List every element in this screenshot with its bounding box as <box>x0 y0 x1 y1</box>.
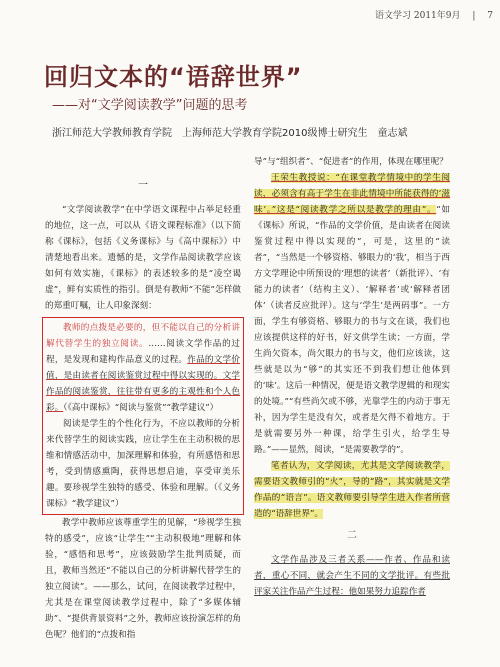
header-divider: | <box>463 11 485 21</box>
highlighted-text: 笔者认为，文学阅读，尤其是文学阅读教学，需要语文教师引的“火”，导的“路”，其实就是文学作品的“语言”。语文教师要引导学生进入作者所营造的“语辞世界”。 <box>254 461 450 519</box>
paragraph: “文学阅读教学”在中学语文课程中占举足轻重的地位，这一点，可以从《语文课程标准》（以下简称《课标》，包括《义务课标》与《高中课标》）中清楚地看出来。遗憾的是，文学作品阅读教学应该如何有效实施，《课标》的表述较多的是“凌空谒虚”，鲜有实质性的指引。倒是有教师“不能”怎样做的郑重叮嘱，让人印象深刻： <box>45 205 241 311</box>
page-header <box>375 8 493 21</box>
article-authors: 浙江师范大学教师教育学院 上海师范大学教育学院2010级博士研究生 童志斌 <box>52 128 408 139</box>
left-column <box>45 172 241 643</box>
highlighted-quote: 教师的点拨是必要的，但不能以自己的分析讲解代替学生的独立阅读。 <box>46 323 240 349</box>
page-number: 7 <box>487 11 494 21</box>
underlined-quote: 作品的文学价值，是由读者在阅读鉴赏过程中得以实现的。文学作品的阅读鉴赏，往往带有更多的主观性和个人色彩。 <box>46 355 240 413</box>
paragraph: 导”与“组织者”、“促进者”的作用，体现在哪里呢？ <box>254 157 448 167</box>
highlighted-text: 王荣生教授说：“在课堂教学情境中的学生阅读，必须含有高于学生在非此情境中所能获得的‘滋味’。”这是“阅读教学之所以是教学的理由”。 <box>254 173 450 215</box>
paragraph: 文学作品涉及三者关系——作者、作品和读者，重心不同，就会产生不同的文学批评。有些批评家关注作品产生过程：他如果努力追踪作者 <box>254 555 450 597</box>
paragraph: 教学中教师应该尊重学生的见解，“珍视学生独特的感受”，应该“让学生”“主动积极地”理解和体验，“感悟和思考”，应该鼓励学生批判质疑，而且，教师当然还“不能以自己的分析讲解代替学生的独立阅读”。——那么，试问，在阅读教学过程中，尤其是在课堂阅读教学过程中，除了“多媒体辅助”、“提供背景资料”之外，教师应该扮演怎样的角色呢？他们的“点拨和指 <box>45 518 241 640</box>
paragraph: 王荣生教授说：“在课堂教学情境中的学生阅读，必须含有高于学生在非此情境中所能获得的‘滋味’。”这是“阅读教学之所以是教学的理由”。“如《课标》所说，“作品的文学价值，是由读者在阅读鉴赏过程中得以实现的”，可是，这里的“读者”，“当然是一个够资格、够眼力的‘我’，相当于西方文学理论中所预设的‘理想的读者’（新批评）、‘有能力的读者’（结构主义）、‘解释者’或‘解释者团体’（读者反应批评）。这与‘学生’是两码事”。一方面，学生有够资格、够眼力的书与文在谈，我们也应该提供这样的好书，好文供学生读；一方面，学生尚欠资本，尚欠眼力的书与文，他们应该读，这些就是以为“够”的其实还不到我们想让他体到的‘味’。这后一种情况，便是语文教学逻辑的和现实的处境。”“有些尚欠或不够，光靠学生的内动于事无补，因为学生是没有欠，或者是欠得不着地方。于是就需要另外一种课，给学生引火，给学生导路。”——显然，阅读，“是需要教学的”。 <box>254 173 450 455</box>
quote-paragraph: 阅读是学生的个性化行为，不应以教师的分析来代替学生的阅读实践，应让学生在主动积极的思维和情感活动中，加深理解和体验，有所感悟和思考，受到情感熏陶，获得思想启迪，享受审美乐趣。要珍视学生独特的感受、体验和理解。（《义务课标》“教学建议”） <box>46 419 240 509</box>
section-number: 一 <box>138 180 148 191</box>
right-column <box>254 154 450 600</box>
quote-paragraph: 教师的点拨是必要的，但不能以自己的分析讲解代替学生的独立阅读。……阅读文学作品的过程，是发现和建构作品意义的过程。作品的文学价值，是由读者在阅读鉴赏过程中得以实现的。文学作品的阅读鉴赏，往往带有更多的主观性和个人色彩。（《高中课标》“阅读与鉴赏”“教学建议”） <box>46 323 240 413</box>
journal-name: 语文学习 2011年9月 <box>375 11 461 21</box>
paragraph <box>254 458 450 522</box>
article-title: 回归文本的“语辞世界” <box>44 63 303 91</box>
section-number: 二 <box>347 530 357 541</box>
article-subtitle: ——对“文学阅读教学”问题的思考 <box>52 98 248 113</box>
annotation-box <box>42 317 244 515</box>
